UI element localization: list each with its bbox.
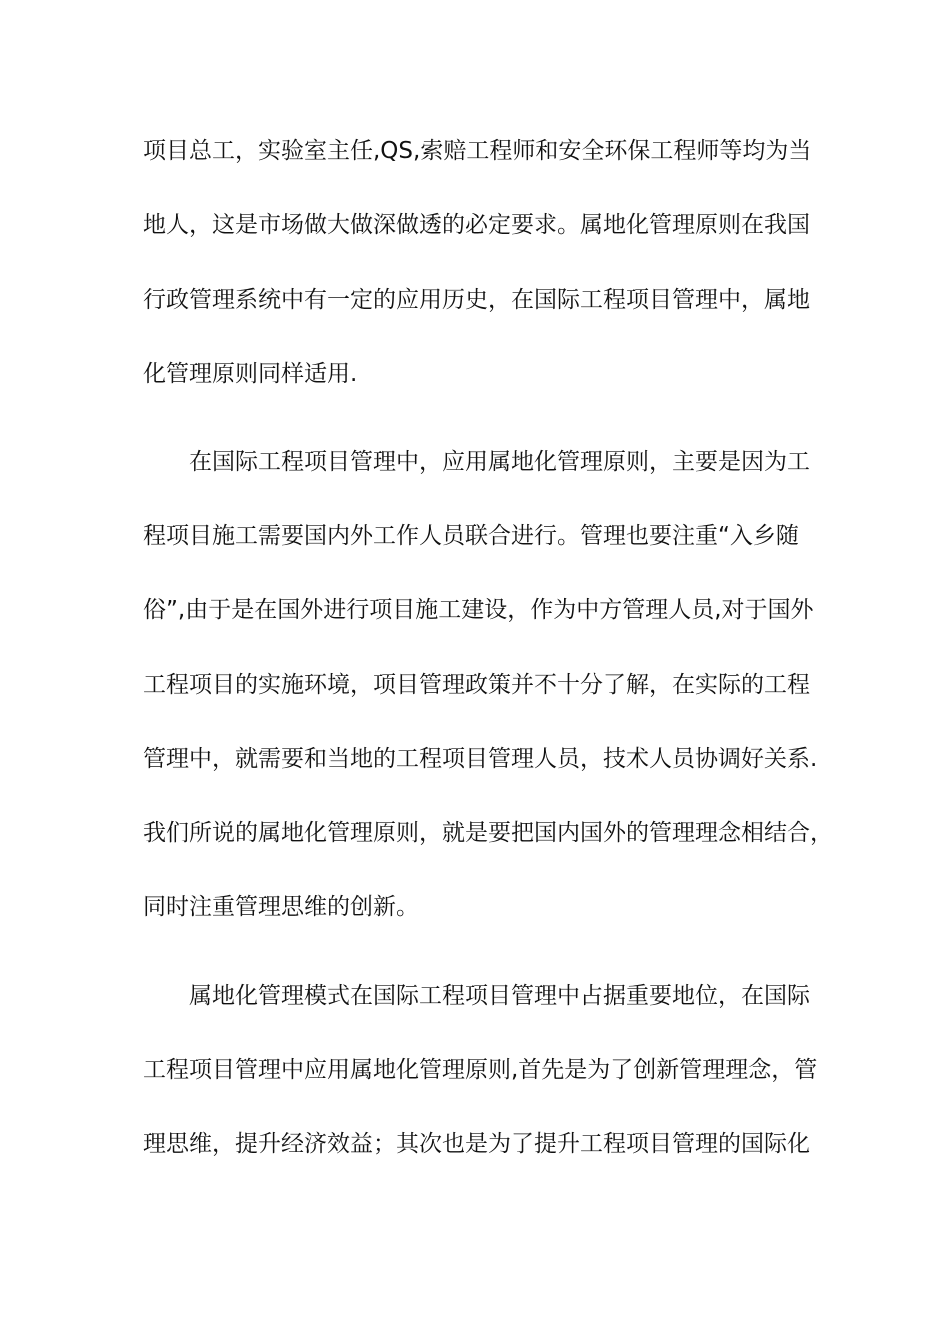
text-line: 工程项目管理中应用属地化管理原则,首先是为了创新管理理念，管	[143, 1057, 818, 1083]
text-line: 工程项目的实施环境，项目管理政策并不十分了解，在实际的工程	[143, 672, 810, 698]
text-line: 我们所说的属地化管理原则，就是要把国内国外的管理理念相结合，	[143, 820, 833, 846]
text-line: 程项目施工需要国内外工作人员联合进行。管理也要注重“入乡随	[143, 523, 799, 549]
text-line: 项目总工，实验室主任,QS,索赔工程师和安全环保工程师等均为当	[143, 138, 812, 164]
text-line: 管理中，就需要和当地的工程项目管理人员，技术人员协调好关系.	[143, 746, 818, 772]
text-line: 同时注重管理思维的创新。	[143, 894, 419, 920]
text-line: 属地化管理模式在国际工程项目管理中占据重要地位，在国际	[189, 983, 810, 1009]
text-line: 在国际工程项目管理中，应用属地化管理原则，主要是因为工	[189, 449, 810, 475]
text-line: 化管理原则同样适用.	[143, 361, 358, 387]
text-line: 俗”,由于是在国外进行项目施工建设，作为中方管理人员,对于国外	[143, 597, 814, 623]
text-line: 行政管理系统中有一定的应用历史，在国际工程项目管理中，属地	[143, 287, 810, 313]
text-line: 地人，这是市场做大做深做透的必定要求。属地化管理原则在我国	[143, 212, 810, 238]
text-line: 理思维，提升经济效益；其次也是为了提升工程项目管理的国际化	[143, 1131, 810, 1157]
